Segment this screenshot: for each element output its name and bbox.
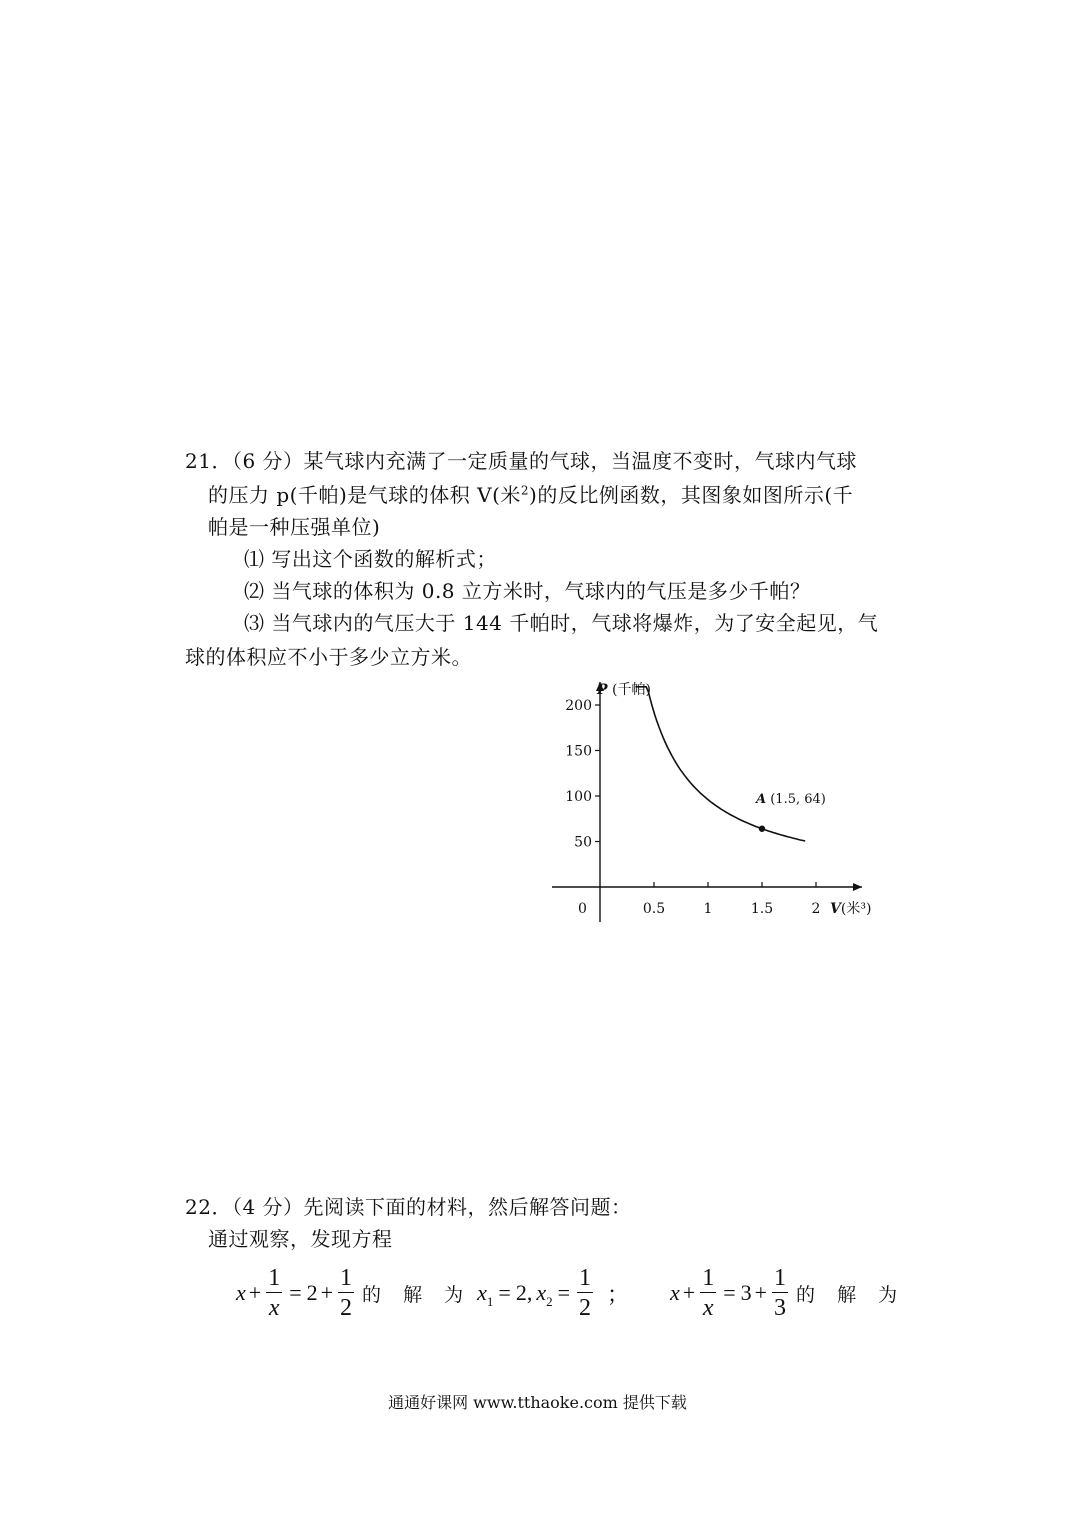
y-tick-label: 50 [574, 834, 592, 851]
footer-watermark: 通通好课网 www.tthaoke.com 提供下载 [388, 1393, 687, 1412]
y-tick-label: 100 [565, 789, 592, 805]
subscript-2: 2 [546, 1294, 553, 1309]
var-x: x [670, 1280, 680, 1305]
numerator: 1 [579, 1264, 591, 1291]
number-3: 3 [740, 1280, 752, 1305]
x-axis-label: V(米³) [830, 901, 872, 917]
solution-text: 的 解 为 [362, 1283, 472, 1306]
pressure-volume-graph [540, 670, 890, 930]
var-x: x [236, 1280, 246, 1305]
solution-text: 的 解 为 [796, 1283, 906, 1306]
q21-sub-3: ⑶ 当气球内的气压大于 144 千帕时，气球将爆炸，为了安全起见，气 [244, 611, 879, 635]
denominator: 3 [774, 1294, 787, 1321]
x-tick-label: 1.5 [750, 901, 774, 917]
denominator: x [702, 1294, 714, 1321]
q22-line-2: 通过观察，发现方程 [208, 1227, 393, 1251]
var-x2: x [536, 1280, 547, 1305]
fraction-1-over-x [266, 1264, 282, 1323]
plus-sign: + [248, 1280, 262, 1305]
axis-ticks [565, 698, 820, 917]
denominator: x [268, 1294, 280, 1321]
x-axis-arrow [853, 883, 862, 891]
origin-label: 0 [578, 901, 587, 917]
fraction-1-over-2 [577, 1264, 593, 1323]
q21-line-1: 21．（6 分）某气球内充满了一定质量的气球，当温度不变时，气球内气球 [185, 449, 858, 473]
equals-sign: = [723, 1280, 736, 1305]
subscript-1: 1 [486, 1294, 494, 1309]
denominator: 2 [579, 1294, 591, 1321]
plus-sign: + [754, 1280, 768, 1305]
plus-sign: + [682, 1280, 696, 1305]
q21-sub-1: ⑴ 写出这个函数的解析式； [244, 547, 497, 571]
numerator: 1 [268, 1264, 281, 1291]
y-tick-label: 150 [565, 743, 592, 760]
q21-line-2 [208, 480, 853, 510]
denominator: 2 [340, 1294, 353, 1321]
x-tick-label: 2 [811, 901, 821, 917]
point-a [759, 826, 765, 832]
y-tick-label: 200 [565, 698, 592, 714]
fraction-1-over-3 [772, 1264, 788, 1323]
equation-2 [670, 1258, 911, 1328]
equals-sign: = [498, 1280, 511, 1305]
comma: , [526, 1280, 533, 1305]
y-axis-label: P (千帕) [597, 682, 651, 698]
point-a-label: A (1.5, 64) [756, 791, 826, 807]
q21-line-3: 帕是一种压强单位) [208, 515, 381, 539]
fraction-1-over-2 [338, 1264, 354, 1323]
number-2: 2 [306, 1280, 318, 1305]
q21-superscript: 2 [520, 483, 530, 498]
semicolon: ； [607, 1281, 630, 1307]
inverse-proportion-curve [636, 687, 806, 841]
q22-line-1: 22．（4 分）先阅读下面的材料，然后解答问题： [185, 1195, 632, 1219]
x-tick-label: 1 [703, 901, 713, 917]
numerator: 1 [340, 1264, 353, 1291]
plus-sign: + [320, 1280, 334, 1305]
q21-sub-3b: 球的体积应不小于多少立方米。 [185, 645, 472, 669]
var-x1: x [477, 1280, 487, 1305]
q21-line-2a: 的压力 p(千帕)是气球的体积 V(米 [208, 483, 521, 507]
x-tick-label: 0.5 [642, 901, 666, 917]
numerator: 1 [702, 1264, 715, 1291]
fraction-1-over-x [700, 1264, 716, 1323]
equation-1 [236, 1258, 629, 1328]
equals-sign: = [557, 1280, 570, 1305]
equals-sign: = [289, 1280, 302, 1305]
q21-line-2b: )的反比例函数，其图象如图所示(千 [529, 483, 854, 507]
number-2: 2 [515, 1280, 527, 1305]
q21-sub-2: ⑵ 当气球的体积为 0.8 立方米时，气球内的气压是多少千帕？ [244, 579, 811, 603]
numerator: 1 [774, 1264, 787, 1291]
